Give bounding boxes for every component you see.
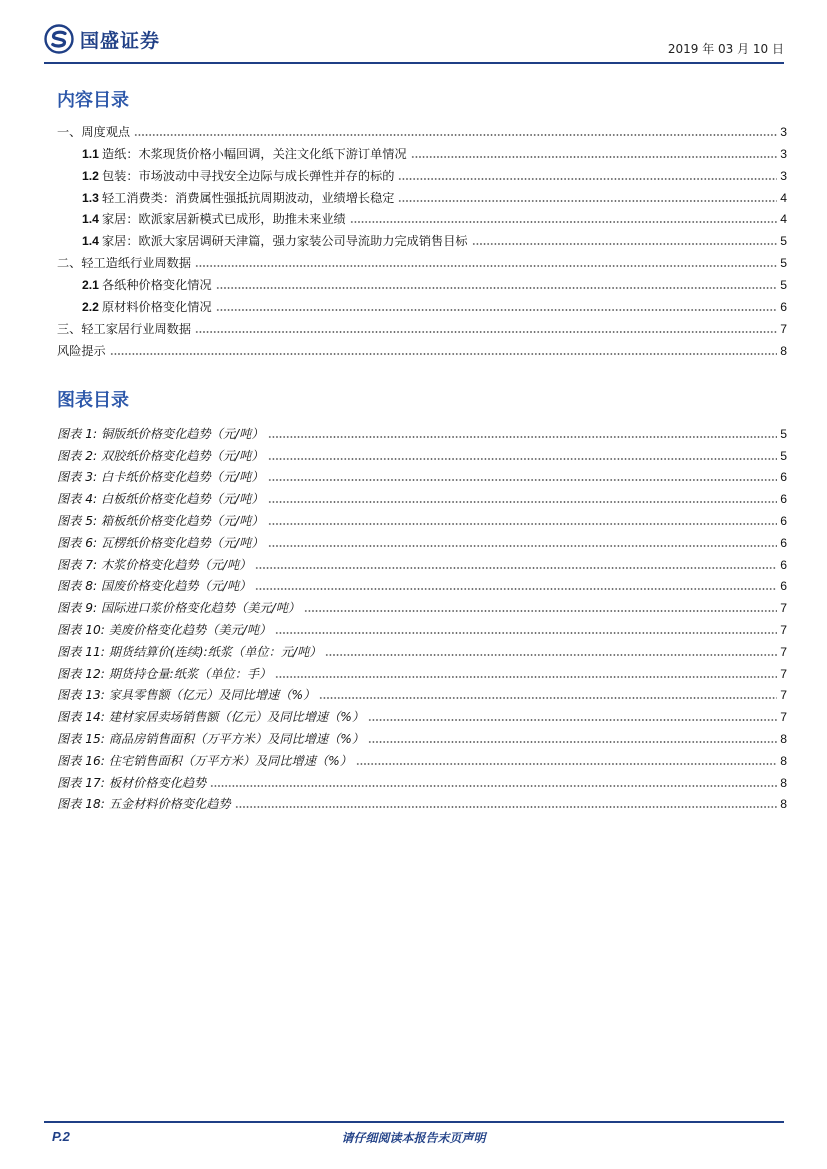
dot-leader [210,785,777,787]
figure-entry-label [57,469,266,485]
page-ref: 8 [780,797,787,812]
entry-text: 图表 5: 箱板纸价格变化趋势（元/吨） [57,513,264,528]
entry-text: 图表 14: 建材家居卖场销售额（亿元）及同比增速（%） [57,710,365,725]
figures-title: 图表目录 [57,390,129,411]
dot-leader [216,309,778,311]
figure-entry[interactable] [57,442,787,464]
page-ref: 8 [780,775,787,790]
entry-text: 图表 4: 白板纸价格变化趋势（元/吨） [57,492,264,507]
toc-entry[interactable] [57,206,787,228]
figure-entry[interactable] [57,507,787,529]
toc-entry[interactable] [57,118,787,140]
page-ref: 7 [780,622,787,637]
toc-entry[interactable] [57,271,787,293]
entry-text: 图表 3: 白卡纸价格变化趋势（元/吨） [57,470,264,485]
toc-entry-label [82,190,396,206]
entry-text: 图表 11: 期货结算价(连续):纸浆（单位：元/吨） [57,644,322,659]
dot-leader [472,243,778,245]
dot-leader [368,741,777,743]
page-ref: 5 [780,426,787,441]
page-ref: 7 [780,666,787,681]
page-ref: 7 [780,321,787,336]
entry-text: 图表 6: 瓦楞纸价格变化趋势（元/吨） [57,535,264,550]
toc-entry[interactable] [57,293,787,315]
page-number: P.2 [52,1129,70,1144]
entry-text: 轻工消费类：消费属性强抵抗周期波动，业绩增长稳定 [101,190,395,205]
entry-text: 图表 16: 住宅销售面积（万平方米）及同比增速（%） [57,753,352,768]
footer-divider [44,1121,784,1123]
page-ref: 5 [780,234,787,249]
dot-leader [255,567,777,569]
toc-entry[interactable] [57,140,787,162]
dot-leader [325,654,777,656]
toc-entry-label [82,146,409,162]
page-ref: 6 [780,492,787,507]
dot-leader [195,331,777,333]
dot-leader [235,806,778,808]
page-ref: 6 [780,470,787,485]
entry-text: 图表 18: 五金材料价格变化趋势 [57,797,231,812]
figure-entry-label [57,644,323,660]
page-ref: 5 [780,256,787,271]
entry-text: 造纸：木浆现货价格小幅回调，关注文化纸下游订单情况 [101,146,407,161]
entry-text: 二、轻工造纸行业周数据 [57,256,192,271]
figure-entry[interactable] [57,725,787,747]
dot-leader [398,178,777,180]
entry-text: 家居：欧派家居新模式已成形，助推未来业绩 [101,212,346,227]
toc-entry-label [57,321,193,337]
page-ref: 5 [780,278,787,293]
toc-entry[interactable] [57,337,787,359]
figures-list [57,420,787,812]
figure-entry-label [57,796,233,812]
toc-title: 内容目录 [57,90,129,111]
logo-mark-icon [44,24,74,54]
figure-entry[interactable] [57,573,787,595]
dot-leader [350,221,778,223]
page-ref: 6 [780,513,787,528]
brand-name: 国盛证券 [80,29,161,52]
page-ref: 7 [780,710,787,725]
figure-entry[interactable] [57,703,787,725]
toc-entry-label [82,299,214,315]
figure-entry-label [57,448,266,464]
toc-entry-label [57,255,193,271]
toc-entry-label [82,233,470,249]
dot-leader [268,458,778,460]
page-ref: 6 [780,300,787,315]
figure-entry[interactable] [57,420,787,442]
dot-leader [356,763,777,765]
entry-text: 图表 9: 国际进口浆价格变化趋势（美元/吨） [57,601,301,616]
figure-entry[interactable] [57,464,787,486]
figure-entry[interactable] [57,769,787,791]
page-ref: 8 [780,343,787,358]
figure-entry-label [57,578,253,594]
figure-entry[interactable] [57,594,787,616]
figure-entry[interactable] [57,747,787,769]
figure-entry-label [57,426,266,442]
page-ref: 6 [780,535,787,550]
toc-entry[interactable] [57,184,787,206]
figure-entry[interactable] [57,529,787,551]
figure-entry[interactable] [57,616,787,638]
section-number: 1.4 [82,234,99,249]
toc-entry-label [57,343,108,359]
entry-text: 图表 1: 铜版纸价格变化趋势（元/吨） [57,426,264,441]
entry-text: 图表 15: 商品房销售面积（万平方米）及同比增速（%） [57,731,365,746]
section-number: 1.2 [82,168,99,183]
dot-leader [110,353,777,355]
page-ref: 3 [780,146,787,161]
page-ref: 7 [780,601,787,616]
toc-entry[interactable] [57,227,787,249]
dot-leader [411,156,778,158]
page-ref: 3 [780,168,787,183]
entry-text: 包装：市场波动中寻找安全边际与成长弹性并存的标的 [101,168,395,183]
section-number: 1.1 [82,146,99,161]
page-ref: 7 [780,644,787,659]
figure-entry-label [57,557,253,573]
figure-entry[interactable] [57,791,787,813]
entry-text: 图表 10: 美废价格变化趋势（美元/吨） [57,622,272,637]
entry-text: 图表 7: 木浆价格变化趋势（元/吨） [57,557,252,572]
dot-leader [216,287,778,289]
figure-entry-label [57,709,366,725]
figure-entry-label [57,687,317,703]
entry-text: 图表 8: 国废价格变化趋势（元/吨） [57,579,252,594]
dot-leader [255,588,777,590]
figure-entry[interactable] [57,660,787,682]
page-ref: 3 [780,124,787,139]
toc-entry[interactable] [57,315,787,337]
entry-text: 图表 17: 板材价格变化趋势 [57,775,207,790]
brand-logo [44,24,160,54]
figure-entry[interactable] [57,551,787,573]
toc-entry[interactable] [57,162,787,184]
entry-text: 图表 12: 期货持仓量:纸浆（单位：手） [57,666,272,681]
header-divider [44,62,784,64]
entry-text: 图表 13: 家具零售额（亿元）及同比增速（%） [57,688,316,703]
figure-entry-label [57,731,366,747]
dot-leader [268,523,778,525]
figure-entry[interactable] [57,485,787,507]
figure-entry-label [57,775,208,791]
section-number: 1.3 [82,190,99,205]
page-ref: 5 [780,448,787,463]
entry-text: 原材料价格变化情况 [101,300,212,315]
entry-text: 一、周度观点 [57,124,131,139]
page-header [44,22,784,64]
dot-leader [368,719,777,721]
page-ref: 7 [780,688,787,703]
page-ref: 4 [780,190,787,205]
toc-list [57,118,787,359]
dot-leader [319,697,777,699]
figure-entry[interactable] [57,638,787,660]
dot-leader [304,610,777,612]
entry-text: 风险提示 [57,343,106,358]
figure-entry-label [57,491,266,507]
disclaimer-note: 请仔细阅读本报告末页声明 [341,1131,486,1145]
figure-entry-label [57,666,273,682]
section-number: 2.1 [82,278,99,293]
figure-entry-label [57,535,266,551]
page-ref: 8 [780,731,787,746]
figure-entry-label [57,513,266,529]
figure-entry-label [57,753,354,769]
page-ref: 6 [780,557,787,572]
dot-leader [268,545,778,547]
entry-text: 三、轻工家居行业周数据 [57,321,192,336]
section-number: 1.4 [82,212,99,227]
dot-leader [275,632,777,634]
entry-text: 各纸种价格变化情况 [101,278,212,293]
page-ref: 8 [780,753,787,768]
entry-text: 家居：欧派大家居调研天津篇，强力家装公司导流助力完成销售目标 [101,234,468,249]
dot-leader [268,436,778,438]
dot-leader [398,200,777,202]
dot-leader [268,479,778,481]
toc-entry-label [57,124,132,140]
report-date: 2019 年 03 月 10 日 [667,42,784,56]
toc-entry-label [82,277,214,293]
dot-leader [134,134,777,136]
toc-entry-label [82,211,348,227]
figure-entry-label [57,622,273,638]
toc-entry[interactable] [57,249,787,271]
figure-entry[interactable] [57,682,787,704]
figure-entry-label [57,600,302,616]
page-ref: 6 [780,579,787,594]
entry-text: 图表 2: 双胶纸价格变化趋势（元/吨） [57,448,264,463]
page-ref: 4 [780,212,787,227]
dot-leader [268,501,778,503]
toc-entry-label [82,168,396,184]
dot-leader [195,265,777,267]
dot-leader [275,676,777,678]
section-number: 2.2 [82,300,99,315]
